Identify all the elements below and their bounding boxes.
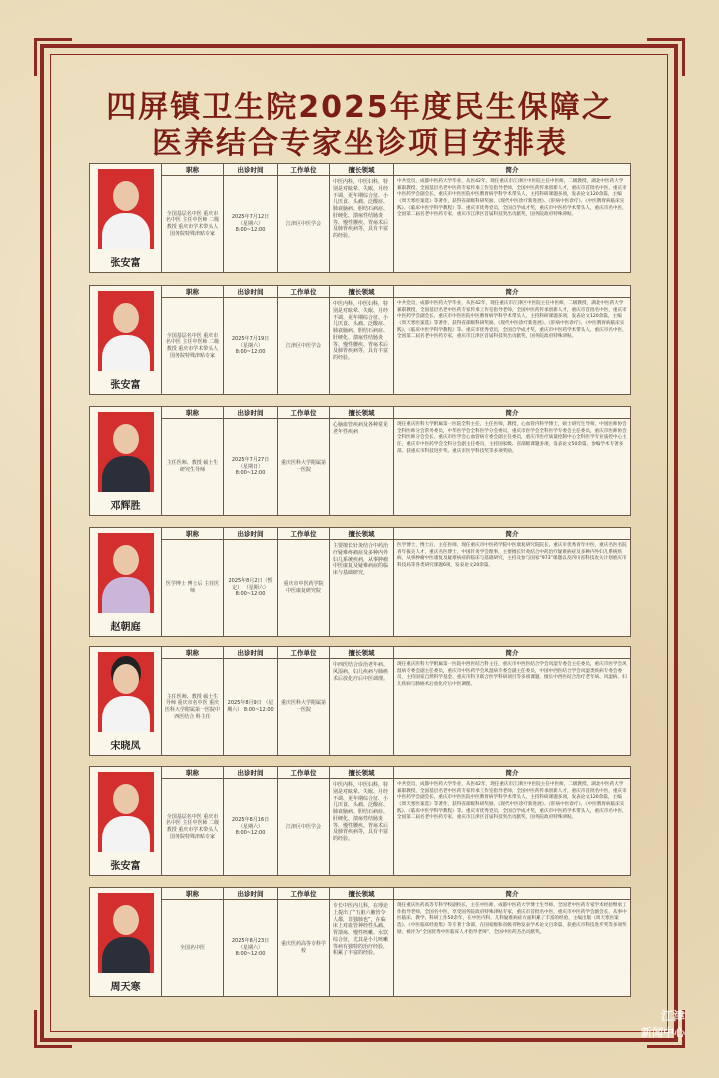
cell-intro: 现任重庆医科大学附属第一医院全科主任，主任医师，教授，心血管内科学博士，硕士研究生导师，中国医师协会全科医师分会常务委员，中华医学会全科医学分会委员，重庆市医学会全科医学专委会主任委员，重庆市医师协会全科医师分会会长，重庆市医学会心血管病专委会副主任委员，重庆市医疗质量控制中心全科医学专业质控中心主任，重庆市中医药学会全科分会副主任委员，主持国家级、省部级课题多项，发表论文50余篇，参编学术专著多部，获重庆市科技进步奖、重庆市医学科技奖等多项奖励。 <box>397 422 627 454</box>
expert-photo <box>98 893 154 973</box>
header-time: 出诊时间 <box>224 286 278 298</box>
expert-photo <box>98 652 154 732</box>
cell-time: 2025年7月27日 （星期日） 8:00~12:00 <box>224 419 278 515</box>
cell-expertise: 中医内科，中医妇科，特别是对眩晕、失眠、月经不调、更年期综合征、小儿厌食、头痛、泛酸症、肺衰脑病、胆结石病症、肝硬化、溃疡性结肠炎等、慢性腰疾、胃疡术后及肺胃疾病等，具有丰富的经验。 <box>330 298 394 394</box>
cell-intro: 现任重庆医药高等专科学校副校长，主任中医师，成都中医药大学博士生导师，全国老中医药专家学术经验继承工作指导老师，全国名中医，享受国务院政府特殊津贴专家，重庆市首批名中医，重庆市中医药学会副会长，从事中医临床、教学、科研工作50余年，在中医内科、儿科疑难病症方面积累了丰富的经验，主编出版《周天寒医案选》、《中医临床经验集》等专著十余部，在国家级和省级刊物发表学术论文百余篇，获重庆市科技进步奖等多项奖励，被评为“全国优秀中医临床人才指导老师”，全国中医药杰出贡献奖。 <box>397 903 627 935</box>
expert-photo <box>98 772 154 852</box>
header-position: 职称 <box>162 528 224 540</box>
watermark-line1: 江津 <box>660 1009 685 1023</box>
header-position: 职称 <box>162 407 224 419</box>
header-unit: 工作单位 <box>278 286 330 298</box>
cell-expertise: 专长中医内儿科，在理论上提出了“五脏六腑皆令人都，非独肺也”，在临床上对血管神经性头痛、胃溃疡、慢性咳嗽、水饮综合征，尤其是小儿咳嗽等病有独特的治疗经验，积累了丰富的经验。 <box>330 900 394 996</box>
expert-name: 周天寒 <box>110 982 141 993</box>
header-position: 职称 <box>162 647 224 659</box>
header-expertise: 擅长领域 <box>330 647 394 659</box>
cell-unit: 江津区中医学会 <box>278 298 330 394</box>
photo-column <box>90 528 162 636</box>
header-expertise: 擅长领域 <box>330 767 394 779</box>
header-expertise: 擅长领域 <box>330 407 394 419</box>
expert-photo <box>98 412 154 492</box>
header-intro: 简介 <box>394 528 630 540</box>
portrait-head <box>113 784 139 814</box>
portrait-body <box>102 816 150 852</box>
portrait-body <box>102 456 150 492</box>
poster-title-line1: 四屏镇卫生院2025年度民生保障之 <box>106 90 614 125</box>
header-unit: 工作单位 <box>278 407 330 419</box>
expert-table <box>162 888 630 996</box>
cell-unit: 江津区中医学会 <box>278 779 330 875</box>
cell-position: 全国基层名中医 重庆市名中医 主任中医师 二级教授 重庆市学术带头人 国务院特殊津贴专家 <box>162 298 224 394</box>
cell-time: 2025年8月16日 （星期六） 8:00~12:00 <box>224 779 278 875</box>
watermark <box>641 1007 685 1040</box>
expert-table <box>162 286 630 394</box>
expert-table <box>162 407 630 515</box>
header-expertise: 擅长领域 <box>330 286 394 298</box>
cell-time: 2025年7月12日 （星期六） 8:00~12:00 <box>224 176 278 272</box>
cell-position: 全国名中医 <box>162 900 224 996</box>
cell-position: 医学博士 博士后 主任医师 <box>162 540 224 636</box>
expert-card <box>89 766 631 876</box>
watermark-line2: 新闻中心 <box>641 1026 685 1039</box>
expert-card <box>89 887 631 997</box>
photo-column <box>90 164 162 272</box>
expert-table <box>162 647 630 755</box>
frame-corner <box>647 38 685 76</box>
expert-photo <box>98 291 154 371</box>
cell-time: 2025年8月2日（暂定） （星期六）8:00~12:00 <box>224 540 278 636</box>
header-position: 职称 <box>162 767 224 779</box>
expert-card <box>89 285 631 395</box>
header-intro: 简介 <box>394 888 630 900</box>
cell-intro: 医学博士，博士后，主任医师，现任重庆市中医药学院中医康复研究院院长，重庆市优秀青年中医，重庆名医名院青年拔尖人才，重庆名医博士，中国针灸学会理事，主要擅长针灸结合中药治疗疑难病症及多种内外妇儿系统疾病，从事肿瘤中医康复及疑难病症的临床与基础研究，主持及参与国家“973”课题以及四川省科技攻关计划重庆市科技局等各类研究课题6项，发表论文20余篇。 <box>397 543 627 568</box>
header-time: 出诊时间 <box>224 528 278 540</box>
cell-time: 2025年8月9日 （星期六） 8:00~12:00 <box>224 659 278 755</box>
cell-unit: 重庆市中医药学院 中医康复研究院 <box>278 540 330 636</box>
cell-expertise: 心脑血管疾病及各种常见老年性疾病 <box>330 419 394 515</box>
cell-expertise: 中医内科，中医妇科，特别是对眩晕、失眠、月经不调、更年期综合征、小儿厌食、头痛、泛酸症、肺衰脑病、胆结石病症、肝硬化、溃疡性结肠炎等、慢性腰疾、胃疡术后及肺胃疾病等，具有丰富的经验。 <box>330 779 394 875</box>
header-intro: 简介 <box>394 286 630 298</box>
portrait-head <box>113 545 139 575</box>
expert-name: 邓辉胜 <box>110 501 141 512</box>
cell-unit: 重庆医药高等专科学校 <box>278 900 330 996</box>
portrait-body <box>102 696 150 732</box>
portrait-head <box>113 181 139 211</box>
header-position: 职称 <box>162 888 224 900</box>
header-intro: 简介 <box>394 407 630 419</box>
header-unit: 工作单位 <box>278 647 330 659</box>
header-position: 职称 <box>162 164 224 176</box>
expert-card <box>89 163 631 273</box>
poster-title-line2: 医养结合专家坐诊项目安排表 <box>152 126 568 161</box>
header-intro: 简介 <box>394 164 630 176</box>
cell-intro: 中共党员，成都中医药大学毕业，从医42年，现任重庆市江津区中医院主任中医师，二级教授，湖北中医药大学兼职教授，全国基层名老中医药专家传承工作室指导老师，全国中医药传承创新人才，重庆市首批名中医，重庆市中医药学会副会长，重庆市中医医院中医脾胃病学科学术带头人，主持科研课题多项，发表论文120余篇，主编《周天寒医案选》等著作，获得省部级科研奖励。《现代中医诊疗新进展》、《肝病中医诊疗》、《中医脾胃病临床实践》、《临床中医学科学教程》等。重庆市优秀党员，全国自学成才奖，重庆市中医药学术带头人，重庆市名中医，全国第二届名老中医药专家，重庆市江津区首届科技突出贡献奖，国务院政府特殊津贴。 <box>397 782 627 821</box>
header-expertise: 擅长领域 <box>330 528 394 540</box>
cell-position: 主任医师、教授 硕士生研究生导师 <box>162 419 224 515</box>
portrait-body <box>102 213 150 249</box>
frame-corner <box>34 38 72 76</box>
expert-table <box>162 767 630 875</box>
header-time: 出诊时间 <box>224 647 278 659</box>
header-time: 出诊时间 <box>224 888 278 900</box>
cell-time: 2025年8月23日 （星期六） 8:00~12:00 <box>224 900 278 996</box>
photo-column <box>90 286 162 394</box>
expert-card <box>89 646 631 756</box>
header-time: 出诊时间 <box>224 767 278 779</box>
header-unit: 工作单位 <box>278 528 330 540</box>
expert-table <box>162 164 630 272</box>
cell-expertise: 中西医结合诊治老年病、风湿病，妇儿疾病与肺癌术后放化疗后中医调理。 <box>330 659 394 755</box>
expert-name: 宋晓凤 <box>110 741 141 752</box>
cell-position: 全国基层名中医 重庆市名中医 主任中医师 二级教授 重庆市学术带头人 国务院特殊津贴专家 <box>162 176 224 272</box>
cell-intro: 中共党员，成都中医药大学毕业，从医42年，现任重庆市江津区中医院主任中医师，二级教授，湖北中医药大学兼职教授，全国基层名老中医药专家传承工作室指导老师，全国中医药传承创新人才，重庆市首批名中医，重庆市中医药学会副会长，重庆市中医医院中医脾胃病学科学术带头人，主持科研课题多项，发表论文120余篇，主编《周天寒医案选》等著作，获得省部级科研奖励。《现代中医诊疗新进展》、《肝病中医诊疗》、《中医脾胃病临床实践》、《临床中医学科学教程》等。重庆市优秀党员，全国自学成才奖，重庆市中医药学术带头人，重庆市名中医，全国第二届名老中医药专家，重庆市江津区首届科技突出贡献奖，国务院政府特殊津贴。 <box>397 179 627 218</box>
expert-card <box>89 406 631 516</box>
expert-table <box>162 528 630 636</box>
expert-name: 赵朝庭 <box>110 622 141 633</box>
expert-name: 张安富 <box>110 380 141 391</box>
cell-intro: 中共党员，成都中医药大学毕业，从医42年，现任重庆市江津区中医院主任中医师，二级教授，湖北中医药大学兼职教授，全国基层名老中医药专家传承工作室指导老师，全国中医药传承创新人才，重庆市首批名中医，重庆市中医药学会副会长，重庆市中医医院中医脾胃病学科学术带头人，主持科研课题多项，发表论文120余篇，主编《周天寒医案选》等著作，获得省部级科研奖励。《现代中医诊疗新进展》、《肝病中医诊疗》、《中医脾胃病临床实践》、《临床中医学科学教程》等。重庆市优秀党员，全国自学成才奖，重庆市中医药学术带头人，重庆市名中医，全国第二届名老中医药专家，重庆市江津区首届科技突出贡献奖，国务院政府特殊津贴。 <box>397 301 627 340</box>
cell-position: 主任医师、教授 硕士生导师 重庆市名中医 重庆医科大学附属第一医院中西医结合 科主任 <box>162 659 224 755</box>
header-time: 出诊时间 <box>224 407 278 419</box>
cell-unit: 江津区中医学会 <box>278 176 330 272</box>
expert-card <box>89 527 631 637</box>
header-intro: 简介 <box>394 767 630 779</box>
portrait-head <box>113 424 139 454</box>
header-intro: 简介 <box>394 647 630 659</box>
portrait-head <box>113 303 139 333</box>
portrait-body <box>102 335 150 371</box>
portrait-body <box>102 577 150 613</box>
portrait-head <box>113 664 139 694</box>
cell-unit: 重庆医科大学附属第一医院 <box>278 419 330 515</box>
cell-expertise: 主要擅长针灸结合中药治疗疑难疼痛症及多种内外妇儿系统疾病，从事肿瘤中医康复及疑难病症的临床与基础研究。 <box>330 540 394 636</box>
frame-corner <box>34 1010 72 1048</box>
cell-expertise: 中医内科，中医妇科，特别是对眩晕、失眠、月经不调、更年期综合征、小儿厌食、头痛、泛酸症、肺衰脑病、胆结石病症、肝硬化、溃疡性结肠炎等、慢性腰疾、胃疡术后及肺胃疾病等，具有丰富的经验。 <box>330 176 394 272</box>
photo-column <box>90 407 162 515</box>
photo-column <box>90 647 162 755</box>
cell-unit: 重庆医科大学附属第一医院 <box>278 659 330 755</box>
cell-time: 2025年7月19日 （星期六） 8:00~12:00 <box>224 298 278 394</box>
portrait-head <box>113 905 139 935</box>
expert-name: 张安富 <box>110 258 141 269</box>
expert-photo <box>98 533 154 613</box>
header-position: 职称 <box>162 286 224 298</box>
expert-photo <box>98 169 154 249</box>
portrait-body <box>102 937 150 973</box>
photo-column <box>90 888 162 996</box>
expert-name: 张安富 <box>110 861 141 872</box>
header-unit: 工作单位 <box>278 164 330 176</box>
header-unit: 工作单位 <box>278 767 330 779</box>
header-time: 出诊时间 <box>224 164 278 176</box>
photo-column <box>90 767 162 875</box>
cell-position: 全国基层名中医 重庆市名中医 主任中医师 二级教授 重庆市学术带头人 国务院特殊津贴专家 <box>162 779 224 875</box>
header-expertise: 擅长领域 <box>330 164 394 176</box>
header-expertise: 擅长领域 <box>330 888 394 900</box>
cell-intro: 现任重庆医科大学附属第一医院中西医结合科主任，重庆市中西医结合学会风湿专委会主任委员，重庆市医学会风湿病专委会副主任委员，重庆市中医药学会风湿病专委会副主任委员，中国中西医结合学会风湿类疾病专委会委员，主持国家自然科学基金、重庆市科卫联合医学科研项目等多项课题，擅长中西医结合治疗老年病、风湿病、妇儿疾病与肺癌术后放化疗后中医调理。 <box>397 662 627 687</box>
header-unit: 工作单位 <box>278 888 330 900</box>
